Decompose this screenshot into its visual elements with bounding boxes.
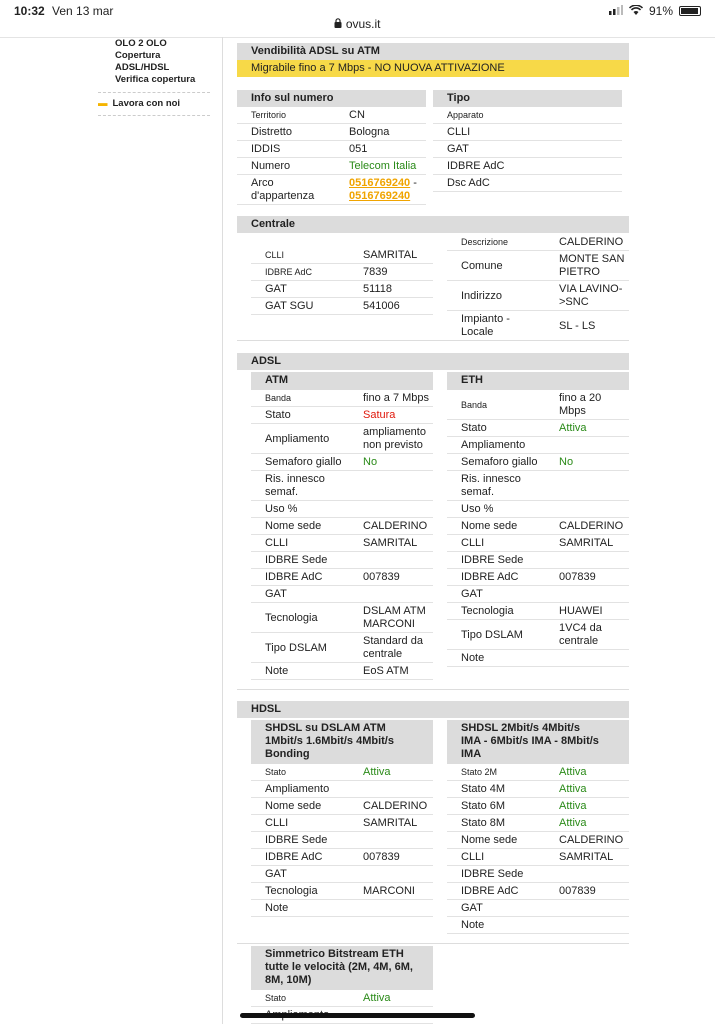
atm-key: Banda (251, 390, 349, 407)
info-value: 051 (335, 141, 426, 158)
info-key: Numero (237, 158, 335, 175)
atm-key: CLLI (251, 535, 349, 552)
atm-value (349, 501, 433, 518)
shdsl-ima-value: CALDERINO (545, 832, 629, 849)
centrale-value: 541006 (349, 298, 433, 315)
eth-value: No (545, 454, 629, 471)
tipo-table (433, 107, 622, 192)
table-row (447, 518, 629, 535)
table-row (447, 437, 629, 454)
simmetrico-title: Simmetrico Bitstream ETH tutte le velocità (2M, 4M, 6M, 8M, 10M) (251, 946, 433, 990)
atm-value: SAMRITAL (349, 535, 433, 552)
simmetrico-table (251, 990, 433, 1024)
atm-key: Stato (251, 407, 349, 424)
centrale-value: 7839 (349, 264, 433, 281)
eth-value (545, 586, 629, 603)
table-row (433, 158, 622, 175)
shdsl-atm-value (349, 832, 433, 849)
eth-value (545, 552, 629, 569)
table-row (251, 535, 433, 552)
centrale-key: Comune (447, 251, 545, 281)
table-row (251, 781, 433, 798)
home-indicator[interactable] (240, 1013, 475, 1018)
table-row (237, 175, 426, 205)
shdsl-ima-key: IDBRE Sede (447, 866, 545, 883)
table-row (251, 633, 433, 663)
table-row (447, 866, 629, 883)
shdsl-atm-key: Tecnologia (251, 883, 349, 900)
eth-key: Semaforo giallo (447, 454, 545, 471)
table-row (447, 883, 629, 900)
status-indicators (609, 4, 701, 18)
centrale-right (447, 234, 629, 341)
shdsl-atm-key: GAT (251, 866, 349, 883)
atm-key: Nome sede (251, 518, 349, 535)
content-divider (222, 37, 223, 1024)
table-row (251, 798, 433, 815)
table-row (251, 866, 433, 883)
centrale-value: VIA LAVINO->SNC (545, 281, 629, 311)
atm-value: ampliamento non previsto (349, 424, 433, 454)
shdsl-ima-key: Stato 6M (447, 798, 545, 815)
simmetrico-value: Attiva (349, 990, 433, 1007)
atm-value: fino a 7 Mbps (349, 390, 433, 407)
table-row (447, 798, 629, 815)
atm-key: Ampliamento (251, 424, 349, 454)
eth-value (545, 501, 629, 518)
tipo-key: GAT (433, 141, 622, 158)
shdsl-ima-title: SHDSL 2Mbit/s 4Mbit/s IMA - 6Mbit/s IMA - 8Mbit/s IMA (447, 720, 629, 764)
shdsl-atm-key: IDBRE Sede (251, 832, 349, 849)
table-row (447, 781, 629, 798)
table-row (433, 175, 622, 192)
shdsl-atm-key: Nome sede (251, 798, 349, 815)
centrale-value: SL - LS (545, 311, 629, 341)
shdsl-ima-key: Stato 2M (447, 764, 545, 781)
table-row (447, 501, 629, 518)
shdsl-atm-value: MARCONI (349, 883, 433, 900)
centrale-value: 51118 (349, 281, 433, 298)
shdsl-ima-value (545, 917, 629, 934)
table-row (251, 454, 433, 471)
shdsl-atm-value: SAMRITAL (349, 815, 433, 832)
address-bar[interactable] (0, 17, 715, 37)
shdsl-ima-value: Attiva (545, 781, 629, 798)
table-row (447, 620, 629, 650)
tipo-title: Tipo (433, 90, 622, 107)
shdsl-ima-key: Stato 4M (447, 781, 545, 798)
bullet-icon: ▬ (98, 98, 108, 109)
vendibilita-message: Migrabile fino a 7 Mbps - NO NUOVA ATTIVAZIONE (237, 60, 629, 77)
table-row (447, 569, 629, 586)
shdsl-ima-key: IDBRE AdC (447, 883, 545, 900)
sidebar-divider (98, 115, 210, 116)
vendibilita-title: Vendibilità ADSL su ATM (237, 43, 629, 60)
shdsl-ima-table (447, 764, 629, 934)
centrale-value: SAMRITAL (349, 247, 433, 264)
tipo-key: Apparato (433, 107, 622, 124)
atm-key: Note (251, 663, 349, 680)
sidebar-lavora-label: Lavora con noi (112, 98, 181, 109)
table-row (251, 264, 433, 281)
shdsl-ima-value (545, 900, 629, 917)
adsl-atm-panel (251, 372, 433, 680)
section-divider (237, 340, 629, 341)
hdsl-title: HDSL (237, 701, 629, 718)
shdsl-atm-value: 007839 (349, 849, 433, 866)
adsl-eth-panel (447, 372, 629, 667)
shdsl-atm-title: SHDSL su DSLAM ATM 1Mbit/s 1.6Mbit/s 4Mbit/s Bonding (251, 720, 433, 764)
section-divider (237, 943, 629, 944)
table-row (251, 586, 433, 603)
table-row (447, 251, 629, 281)
centrale-key: Impianto - Locale (447, 311, 545, 341)
shdsl-atm-key: CLLI (251, 815, 349, 832)
shdsl-atm-value: Attiva (349, 764, 433, 781)
table-row (251, 424, 433, 454)
eth-value: HUAWEI (545, 603, 629, 620)
centrale-key: IDBRE AdC (251, 264, 349, 281)
eth-key: Ris. innesco semaf. (447, 471, 545, 501)
eth-key: Tecnologia (447, 603, 545, 620)
vendibilita-box (237, 43, 629, 77)
table-row (251, 832, 433, 849)
eth-key: CLLI (447, 535, 545, 552)
info-value: CN (335, 107, 426, 124)
table-row (447, 815, 629, 832)
status-time: 10:32 (14, 4, 45, 18)
info-title: Info sul numero (237, 90, 426, 107)
atm-key: Uso % (251, 501, 349, 518)
atm-key: Tipo DSLAM (251, 633, 349, 663)
eth-key: Stato (447, 420, 545, 437)
info-value-operator: Telecom Italia (335, 158, 426, 175)
table-row (251, 990, 433, 1007)
info-value: Bologna (335, 124, 426, 141)
atm-value: No (349, 454, 433, 471)
table-row (251, 663, 433, 680)
arco-separator: - (410, 177, 417, 189)
table-row (447, 849, 629, 866)
tipo-key: IDBRE AdC (433, 158, 622, 175)
table-row (447, 603, 629, 620)
table-row (447, 764, 629, 781)
sidebar-link-copertura[interactable]: Copertura (115, 50, 161, 61)
shdsl-ima-value: Attiva (545, 764, 629, 781)
table-row (237, 124, 426, 141)
centrale-key: Indirizzo (447, 281, 545, 311)
centrale-right-table (447, 234, 629, 341)
sidebar-item-lavora[interactable] (98, 93, 210, 115)
table-row (251, 900, 433, 917)
table-row (251, 603, 433, 633)
table-row (447, 832, 629, 849)
shdsl-ima-key: Stato 8M (447, 815, 545, 832)
shdsl-atm-key: IDBRE AdC (251, 849, 349, 866)
table-row (447, 454, 629, 471)
info-key: Territorio (237, 107, 335, 124)
atm-title: ATM (251, 372, 433, 390)
status-date: Ven 13 mar (52, 4, 114, 18)
table-row (433, 107, 622, 124)
atm-value: Standard da centrale (349, 633, 433, 663)
shdsl-ima-key: Nome sede (447, 832, 545, 849)
table-row (447, 535, 629, 552)
atm-value (349, 586, 433, 603)
signal-icon (609, 4, 623, 18)
eth-value (545, 471, 629, 501)
table-row (433, 141, 622, 158)
table-row (251, 390, 433, 407)
eth-value: 1VC4 da centrale (545, 620, 629, 650)
table-row (433, 124, 622, 141)
table-row (447, 900, 629, 917)
atm-key: GAT (251, 586, 349, 603)
tipo-panel (433, 90, 622, 192)
info-key: IDDIS (237, 141, 335, 158)
shdsl-atm-value: CALDERINO (349, 798, 433, 815)
shdsl-atm-key: Ampliamento (251, 781, 349, 798)
adsl-header (237, 353, 629, 370)
shdsl-ima-value (545, 866, 629, 883)
centrale-key: CLLI (251, 247, 349, 264)
tipo-key: CLLI (433, 124, 622, 141)
table-row (251, 569, 433, 586)
table-row (447, 471, 629, 501)
eth-value: fino a 20 Mbps (545, 390, 629, 420)
table-row (251, 815, 433, 832)
shdsl-ima-value: Attiva (545, 815, 629, 832)
table-row (447, 586, 629, 603)
centrale-value: CALDERINO (545, 234, 629, 251)
eth-key: Note (447, 650, 545, 667)
tipo-key: Dsc AdC (433, 175, 622, 192)
atm-key: Semaforo giallo (251, 454, 349, 471)
shdsl-atm-key: Stato (251, 764, 349, 781)
table-row (237, 107, 426, 124)
info-numero-panel (237, 90, 426, 205)
atm-table (251, 390, 433, 680)
shdsl-ima-key: CLLI (447, 849, 545, 866)
sidebar-link-adsl-hdsl[interactable]: ADSL/HDSL (115, 62, 170, 73)
wifi-icon (629, 4, 643, 18)
hdsl-header (237, 701, 629, 718)
centrale-value: MONTE SAN PIETRO (545, 251, 629, 281)
shdsl-ima-panel (447, 720, 629, 934)
eth-table (447, 390, 629, 667)
section-divider (237, 689, 629, 690)
table-row (447, 311, 629, 341)
shdsl-ima-key: Note (447, 917, 545, 934)
adsl-title: ADSL (237, 353, 629, 370)
table-row (237, 158, 426, 175)
table-row (447, 281, 629, 311)
table-row (251, 407, 433, 424)
eth-value: CALDERINO (545, 518, 629, 535)
atm-value: CALDERINO (349, 518, 433, 535)
shdsl-atm-key: Note (251, 900, 349, 917)
table-row (447, 552, 629, 569)
lock-icon (334, 17, 345, 31)
atm-status-value: Satura (349, 407, 433, 424)
table-row (251, 883, 433, 900)
atm-value: EoS ATM (349, 663, 433, 680)
centrale-header (237, 216, 629, 233)
arco-link-1[interactable]: 0516769240 (349, 177, 411, 189)
centrale-key: GAT SGU (251, 298, 349, 315)
table-row (447, 234, 629, 251)
centrale-key: GAT (251, 281, 349, 298)
sidebar (98, 38, 210, 116)
shdsl-atm-panel (251, 720, 433, 917)
table-row (251, 281, 433, 298)
eth-status-value: Attiva (545, 420, 629, 437)
atm-key: Tecnologia (251, 603, 349, 633)
shdsl-atm-value (349, 781, 433, 798)
shdsl-ima-value: 007839 (545, 883, 629, 900)
table-row (251, 552, 433, 569)
table-row (251, 501, 433, 518)
arco-link-2[interactable]: 0516769240 (349, 190, 411, 202)
eth-key: Banda (447, 390, 545, 420)
shdsl-ima-value: Attiva (545, 798, 629, 815)
table-row (251, 518, 433, 535)
table-row (237, 141, 426, 158)
atm-value (349, 471, 433, 501)
eth-key: IDBRE AdC (447, 569, 545, 586)
eth-key: Ampliamento (447, 437, 545, 454)
centrale-left-table (251, 247, 433, 315)
table-row (251, 849, 433, 866)
centrale-left (251, 247, 433, 315)
info-table (237, 107, 426, 205)
eth-value: SAMRITAL (545, 535, 629, 552)
info-key: Arco d'appartenza (237, 175, 335, 205)
atm-key: IDBRE AdC (251, 569, 349, 586)
eth-value: 007839 (545, 569, 629, 586)
atm-key: IDBRE Sede (251, 552, 349, 569)
shdsl-ima-value: SAMRITAL (545, 849, 629, 866)
sidebar-link-olo2olo[interactable]: OLO 2 OLO (115, 38, 167, 49)
shdsl-ima-key: GAT (447, 900, 545, 917)
atm-value: 007839 (349, 569, 433, 586)
table-row (447, 420, 629, 437)
shdsl-atm-table (251, 764, 433, 917)
eth-key: Tipo DSLAM (447, 620, 545, 650)
shdsl-atm-value (349, 866, 433, 883)
table-row (251, 471, 433, 501)
url-text: ovus.it (345, 17, 381, 31)
table-row (447, 917, 629, 934)
atm-value (349, 552, 433, 569)
info-key: Distretto (237, 124, 335, 141)
battery-icon (679, 6, 701, 16)
battery-percent: 91% (648, 4, 673, 18)
atm-value: DSLAM ATM MARCONI (349, 603, 433, 633)
eth-value (545, 437, 629, 454)
centrale-key: Descrizione (447, 234, 545, 251)
eth-title: ETH (447, 372, 629, 390)
table-row (251, 247, 433, 264)
table-row (447, 650, 629, 667)
centrale-title: Centrale (237, 216, 629, 233)
eth-key: IDBRE Sede (447, 552, 545, 569)
table-row (251, 298, 433, 315)
table-row (447, 390, 629, 420)
table-row (251, 764, 433, 781)
eth-value (545, 650, 629, 667)
simmetrico-key: Stato (251, 990, 349, 1007)
atm-key: Ris. innesco semaf. (251, 471, 349, 501)
eth-key: GAT (447, 586, 545, 603)
eth-key: Nome sede (447, 518, 545, 535)
sidebar-link-verifica[interactable]: Verifica copertura (115, 74, 196, 85)
eth-key: Uso % (447, 501, 545, 518)
shdsl-atm-value (349, 900, 433, 917)
